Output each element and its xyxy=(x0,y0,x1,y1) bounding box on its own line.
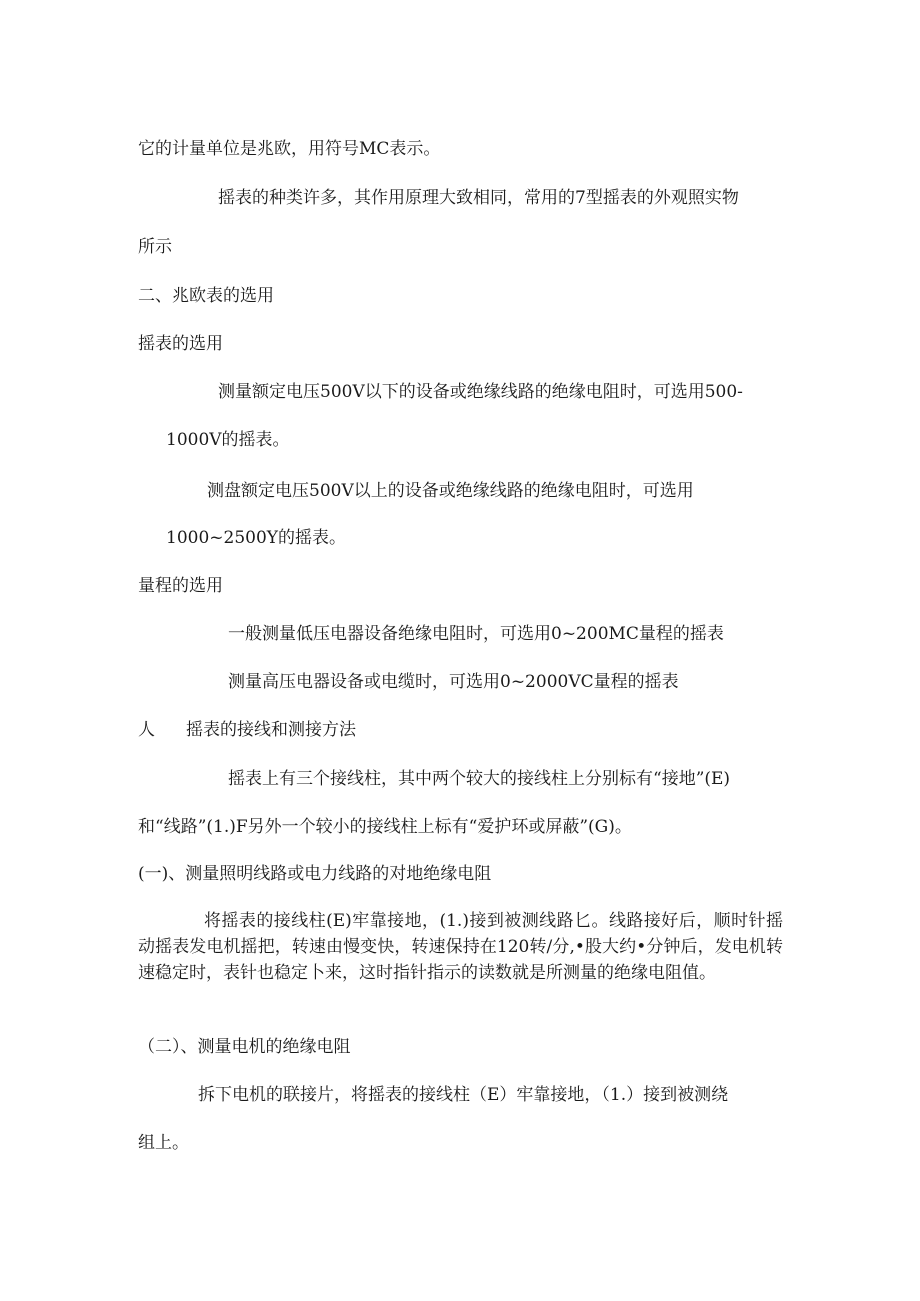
text-line: 测量额定电压500V以下的设备或绝缘线路的绝缘电阻时，可选用500- xyxy=(218,382,743,402)
section-heading: 摇表的接线和测接方法 xyxy=(186,720,356,740)
section-number: 人 xyxy=(138,720,155,740)
text-line: 一般测量低压电器设备绝缘电阻时，可选用0~200MC量程的摇表 xyxy=(228,624,724,644)
text-line: 1000V的摇表。 xyxy=(166,430,290,450)
subsection-heading: (一)、测量照明线路或电力线路的对地绝缘电阻 xyxy=(138,864,492,884)
body-paragraph: 将摇表的接线柱(E)牢靠接地，(1.)接到被测线路匕。线路接好后，顺时针摇动摇表发电机摇把，转速由慢变快，转速保持在120转/分,•股大约•分钟后，发电机转速稳定时，表针也稳定卜来，这时指针指示的读数就是所测量的绝缘电阻值。 xyxy=(138,911,783,983)
text-line: 摇表上有三个接线柱，其中两个较大的接线柱上分别标有“接地”(E) xyxy=(228,769,731,789)
text-line: 测盘额定电压500V以上的设备或绝缘线路的绝缘电阻时，可选用 xyxy=(207,481,694,501)
text-line: 所示 xyxy=(138,237,172,257)
text-line: 摇表的种类许多，其作用原理大致相同，常用的7型摇表的外观照实物 xyxy=(218,188,739,208)
text-line: 组上。 xyxy=(138,1133,189,1153)
text-line: 拆下电机的联接片，将摇表的接线柱（E）牢靠接地，（1.）接到被测绕 xyxy=(198,1085,729,1105)
subsection-heading: （二）、测量电机的绝缘电阻 xyxy=(138,1037,351,1057)
text-line: 它的计量单位是兆欧，用符号MC表示。 xyxy=(138,139,441,159)
text-line: 和“线路”(1.)F另外一个较小的接线柱上标有“爱护环或屏蔽”(G)。 xyxy=(138,817,632,837)
text-line: 1000~2500Y的摇表。 xyxy=(166,528,346,548)
section-heading: 二、兆欧表的选用 xyxy=(138,286,274,306)
subsection-heading: 摇表的选用 xyxy=(138,334,223,354)
text-line: 测量高压电器设备或电缆时，可选用0~2000VC量程的摇表 xyxy=(228,672,679,692)
subsection-heading: 量程的选用 xyxy=(138,576,223,596)
